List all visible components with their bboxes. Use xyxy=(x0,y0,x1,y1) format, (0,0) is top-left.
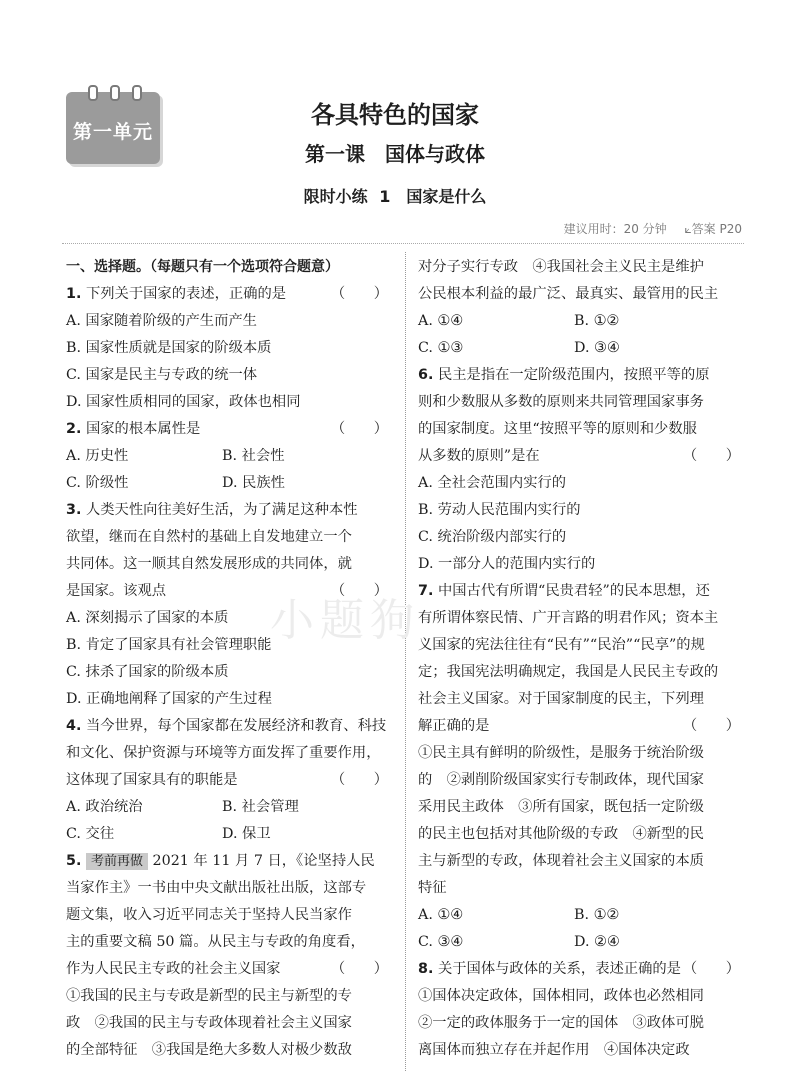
question-5-line: 作为人民民主专政的社会主义国家 （ ） xyxy=(66,961,388,977)
q2-option-d[interactable]: D. 民族性 xyxy=(222,475,285,491)
question-6-line: 从多数的原则”是在 （ ） xyxy=(418,448,740,464)
q7-options-row-2 xyxy=(418,929,748,956)
q2-options-row-1 xyxy=(66,443,396,470)
q1-option-b[interactable]: B. 国家性质就是国家的阶级本质 xyxy=(66,340,272,356)
q3-option-d[interactable]: D. 正确地阐释了国家的产生过程 xyxy=(66,691,272,707)
question-8-stem: 8. 关于国体与政体的关系，表述正确的是 （ ） xyxy=(418,961,740,977)
question-7-line: 的 ②剥削阶级国家实行专制政体，现代国家 xyxy=(418,772,704,788)
question-7-line: 解正确的是 （ ） xyxy=(418,718,740,734)
question-7-line: 特征 xyxy=(418,880,447,896)
q5-option-c[interactable]: C. ①③ xyxy=(418,340,464,356)
q5-option-a[interactable]: A. ①④ xyxy=(418,313,464,329)
question-8-line: ①国体决定政体，国体相同，政体也必然相同 xyxy=(418,988,704,1004)
q2-option-a[interactable]: A. 历史性 xyxy=(66,448,129,464)
q1-option-c[interactable]: C. 国家是民主与专政的统一体 xyxy=(66,367,258,383)
question-7-line: 社会主义国家。对于国家制度的民主，下列理 xyxy=(418,691,704,707)
q7-option-a[interactable]: A. ①④ xyxy=(418,907,464,923)
question-7-line: 的民主也包括对其他阶级的专政 ④新型的民 xyxy=(418,826,704,842)
q4-option-d[interactable]: D. 保卫 xyxy=(222,826,271,842)
q7-option-d[interactable]: D. ②④ xyxy=(574,934,620,950)
column-divider xyxy=(405,252,406,1071)
q5-options-row-2 xyxy=(418,335,748,362)
q2-options-row-2 xyxy=(66,470,396,497)
question-4-line: 这体现了国家具有的职能是 （ ） xyxy=(66,772,388,788)
unit-badge-label: 第一单元 xyxy=(72,121,153,143)
watermark: 小题狗 xyxy=(270,595,420,646)
q1-option-d[interactable]: D. 国家性质相同的国家，政体也相同 xyxy=(66,394,301,410)
question-3-stem: 3. 人类天性向往美好生活，为了满足这种本性 xyxy=(66,502,358,518)
q5-option-b[interactable]: B. ①② xyxy=(574,313,620,329)
q6-option-a[interactable]: A. 全社会范围内实行的 xyxy=(418,475,567,491)
question-7-line: 定；我国宪法明确规定，我国是人民民主专政的 xyxy=(418,664,719,680)
q6-option-b[interactable]: B. 劳动人民范围内实行的 xyxy=(418,502,581,518)
question-4-line: 和文化、保护资源与环境等方面发挥了重要作用， xyxy=(66,745,381,761)
question-5-line: 政 ②我国的民主与专政体现着社会主义国家 xyxy=(66,1015,352,1031)
left-column xyxy=(66,254,396,1064)
question-5-line: 的全部特征 ③我国是绝大多数人对极少数敌 xyxy=(66,1042,352,1058)
q5-option-d[interactable]: D. ③④ xyxy=(574,340,620,356)
q2-option-c[interactable]: C. 阶级性 xyxy=(66,475,129,491)
q7-option-c[interactable]: C. ③④ xyxy=(418,934,464,950)
q2-option-b[interactable]: B. 社会性 xyxy=(222,448,285,464)
q3-option-c[interactable]: C. 抹杀了国家的阶级本质 xyxy=(66,664,229,680)
question-6-line: 的国家制度。这里“按照平等的原则和少数服 xyxy=(418,421,697,437)
q3-option-a[interactable]: A. 深刻揭示了国家的本质 xyxy=(66,610,229,626)
question-5-cont-line: 公民根本利益的最广泛、最真实、最管用的民主 xyxy=(418,286,719,302)
q7-option-b[interactable]: B. ①② xyxy=(574,907,620,923)
q4-option-c[interactable]: C. 交往 xyxy=(66,826,115,842)
question-7-line: 主与新型的专政，体现着社会主义国家的本质 xyxy=(418,853,704,869)
question-5-line: 主的重要文稿 50 篇。从民主与专政的角度看， xyxy=(66,934,365,950)
question-8-line: 离国体而独立存在并起作用 ④国体决定政 xyxy=(418,1042,690,1058)
question-5-line: ①我国的民主与专政是新型的民主与新型的专 xyxy=(66,988,352,1004)
meta-info xyxy=(564,220,742,237)
section-heading: 一、选择题。（每题只有一个选项符合题意） xyxy=(66,259,339,275)
question-7-line: 有所谓体察民情、广开言路的明君作风；资本主 xyxy=(418,610,719,626)
question-5-stem: 5. 考前再做 2021 年 11 月 7 日，《论坚持人民 xyxy=(66,853,375,869)
right-column xyxy=(418,254,748,1064)
question-7-stem: 7. 中国古代有所谓“民贵君轻”的民本思想，还 xyxy=(418,583,710,599)
answer-reference: ⟀答案 P20 xyxy=(684,222,742,236)
q7-options-row-1 xyxy=(418,902,748,929)
question-5-cont-line: 对分子实行专政 ④我国社会主义民主是维护 xyxy=(418,259,704,275)
q4-option-b[interactable]: B. 社会管理 xyxy=(222,799,299,815)
question-2-stem: 2. 国家的根本属性是 （ ） xyxy=(66,421,388,437)
question-4-stem: 4. 当今世界，每个国家都在发展经济和教育、科技 xyxy=(66,718,387,734)
q4-options-row-2 xyxy=(66,821,396,848)
q5-options-row-1 xyxy=(418,308,748,335)
question-7-line: 采用民主政体 ③所有国家，既包括一定阶级 xyxy=(418,799,704,815)
q6-option-c[interactable]: C. 统治阶级内部实行的 xyxy=(418,529,567,545)
question-7-line: ①民主具有鲜明的阶级性，是服务于统治阶级 xyxy=(418,745,704,761)
question-5-line: 题文集，收入习近平同志关于坚持人民当家作 xyxy=(66,907,352,923)
practice-title: 限时小练 1 国家是什么 xyxy=(303,187,487,206)
page-title: 各具特色的国家 xyxy=(311,101,479,129)
q1-option-a[interactable]: A. 国家随着阶级的产生而产生 xyxy=(66,313,257,329)
question-7-line: 义国家的宪法往往有“民有”“民治”“民享”的规 xyxy=(418,637,705,653)
header-divider xyxy=(62,243,744,244)
question-8-line: ②一定的政体服务于一定的国体 ③政体可脱 xyxy=(418,1015,704,1031)
lesson-title: 第一课 国体与政体 xyxy=(305,142,485,166)
question-3-line: 是国家。该观点 （ ） xyxy=(66,583,388,599)
q3-option-b[interactable]: B. 肯定了国家具有社会管理职能 xyxy=(66,637,272,653)
q6-option-d[interactable]: D. 一部分人的范围内实行的 xyxy=(418,556,596,572)
q4-option-a[interactable]: A. 政治统治 xyxy=(66,799,143,815)
question-6-line: 则和少数服从多数的原则来共同管理国家事务 xyxy=(418,394,704,410)
question-3-line: 欲望，继而在自然村的基础上自发地建立一个 xyxy=(66,529,352,545)
question-1-stem: 1. 下列关于国家的表述，正确的是 （ ） xyxy=(66,286,388,302)
question-3-line: 共同体。这一顺其自然发展形成的共同体，就 xyxy=(66,556,352,572)
suggested-time: 建议用时：20 分钟 xyxy=(563,222,667,236)
exam-tag: 考前再做 xyxy=(86,853,148,870)
q4-options-row-1 xyxy=(66,794,396,821)
question-6-stem: 6. 民主是指在一定阶级范围内，按照平等的原 xyxy=(418,367,710,383)
question-5-line: 当家作主》一书由中央文献出版社出版，这部专 xyxy=(66,880,367,896)
